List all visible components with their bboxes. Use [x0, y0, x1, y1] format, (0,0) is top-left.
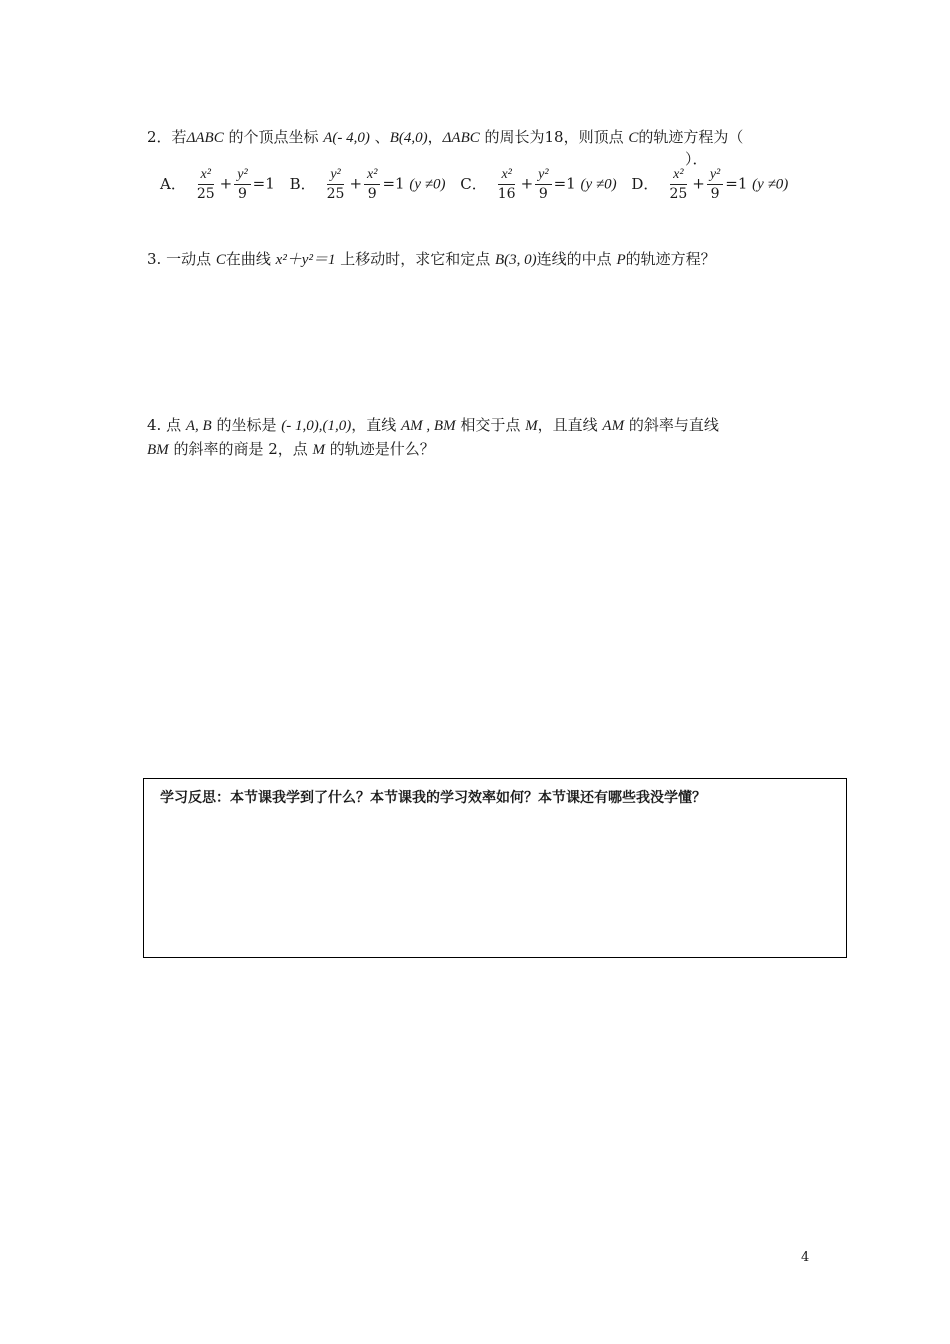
curve-equation: x²＋y²＝1 — [275, 252, 336, 268]
reflection-title: 学习反思：本节课我学到了什么？本节课我的学习效率如何？本节课还有哪些我没学懂？ — [160, 790, 706, 806]
answer-blank-close: ）． — [685, 150, 708, 168]
triangle-abc: ΔABC — [186, 130, 224, 146]
point-c: C — [215, 252, 226, 268]
question-3: 3. 一动点 C在曲线 x²＋y²＝1 上移动时，求它和定点 B(3, 0)连线的中点 P的轨迹方程？ — [147, 250, 716, 268]
point-m: M — [312, 442, 326, 458]
lines-am-bm: AM , BM — [401, 418, 456, 434]
question-number: 4. — [147, 416, 162, 434]
coordinates: (- 1,0),(1,0) — [281, 418, 352, 434]
option-c[interactable]: C． $\frac{\text{x²}}{16}$ + $\frac{\text{y²}}{9}$ =1 (y ≠0) — [460, 167, 617, 202]
question-4-line-2: BM 的斜率的商是 2，点 M 的轨迹是什么？ — [147, 440, 435, 458]
page-number: 4 — [801, 1250, 810, 1265]
question-2: 2．若ΔABC 的个顶点坐标 A(- 4,0) 、B(4,0)，ΔABC 的周长为18，则顶点 C的轨迹方程为（ — [147, 128, 744, 146]
reflection-box[interactable] — [143, 778, 847, 958]
question-number: 3. — [147, 250, 162, 268]
point-c: C — [628, 130, 639, 146]
point-a: A(- 4,0) — [323, 130, 370, 146]
points-ab: A, B — [185, 418, 212, 434]
point-b: B(3, 0) — [495, 252, 537, 268]
point-m: M — [525, 418, 538, 434]
question-2-options — [160, 166, 798, 203]
question-4: 4. 点 A, B 的坐标是 (- 1,0),(1,0)，直线 AM , BM 相交于点 M，且直线 AM 的斜率与直线 — [147, 416, 719, 434]
point-p: P — [616, 252, 626, 268]
line-am: AM — [602, 418, 625, 434]
option-d[interactable]: D． $\frac{\text{x²}}{25}$ + $\frac{\text{y²}}{9}$ =1 (y ≠0) — [631, 167, 789, 202]
question-number: 2． — [147, 128, 172, 146]
triangle-abc: ΔABC — [442, 130, 480, 146]
point-b: B(4,0) — [389, 130, 428, 146]
option-a[interactable]: A． $\frac{\text{x²}}{25}$ + $\frac{\text{y²}}{9}$ =1 — [160, 167, 275, 202]
option-b[interactable]: B． $\frac{\text{y²}}{25}$ + $\frac{\text{x²}}{9}$ =1 (y ≠0) — [289, 167, 446, 202]
line-bm: BM — [147, 442, 169, 458]
